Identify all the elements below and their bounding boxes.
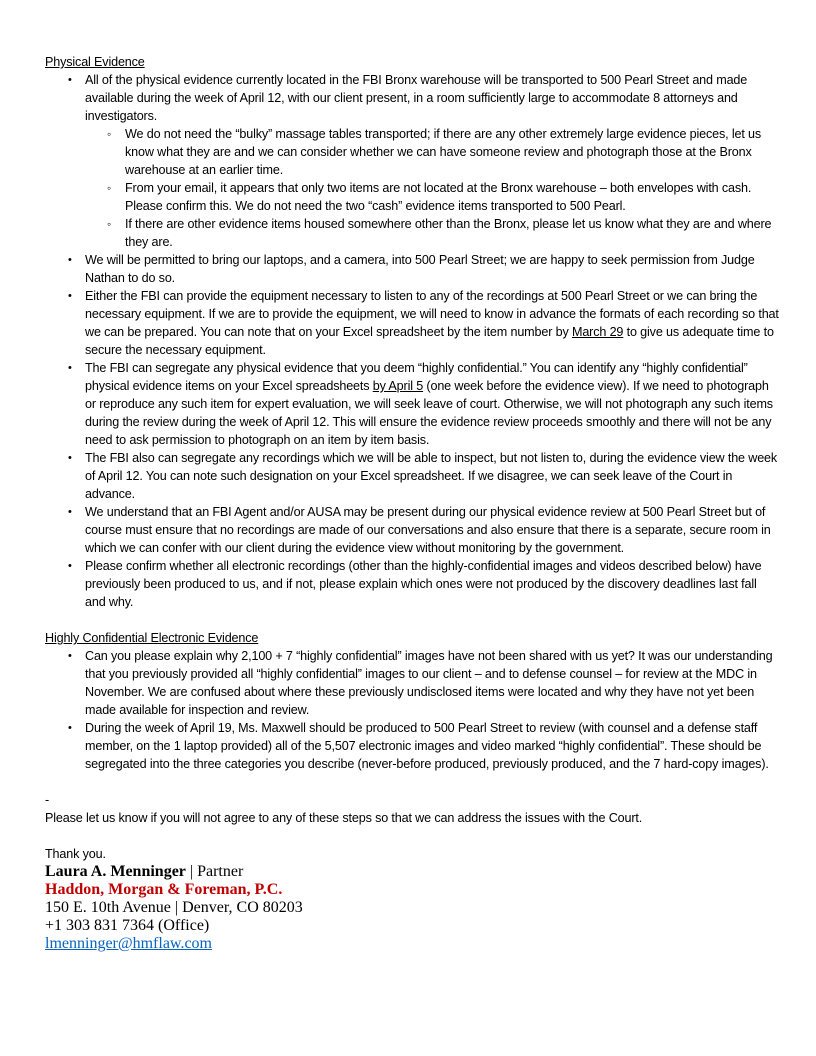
deadline-date: by April 5 xyxy=(372,379,424,393)
list-item: • All of the physical evidence currently located in the FBI Bronx warehouse will be transported to 500 Pearl Street and made available during the week of April 12, with our client present, in a room sufficiently large to accommodate 8 attorneys and investigators. ◦ We do not need the “bulky” massage tables transported; if there are any other extremely large evidence pieces, let us know what they are and we can consider whether we can have someone review and photograph those at the Bronx warehouse at an earlier time. ◦ From your email, it appears that only two items are not located at the Bronx warehouse – both envelopes with cash. Please confirm this. We do not need the two “cash” evidence items transported to 500 Pearl. ◦ If there are other evidence items housed somewhere other than the Bronx, please let us know what they are and where they are. xyxy=(45,71,780,251)
physical-evidence-list xyxy=(45,71,780,611)
signature-name-line: Laura A. Menninger | Partner xyxy=(45,863,244,880)
signer-title: Partner xyxy=(197,863,244,880)
list-item: • Can you please explain why 2,100 + 7 “highly confidential” images have not been shared with us yet? It was our understanding that you previously provided all “highly confidential” images to our client – and to defense counsel – for review at the MDC in November. We are confused about where these previously undisclosed items were located and why they have not yet been made available for inspection and review. xyxy=(45,647,780,719)
list-item: • The FBI can segregate any physical evidence that you deem “highly confidential.” You can identify any “highly confidential” physical evidence items on your Excel spreadsheets by April 5 (one week before the evidence view). If we need to photograph or reproduce any such item for expert evaluation, we will seek leave of court. Otherwise, we will not photograph any such items during the review during the week of April 12. This will ensure the evidence review proceeds smoothly and there will not be any need to ask permission to photograph on an item by item basis. xyxy=(45,359,780,449)
closing-request: Please let us know if you will not agree to any of these steps so that we can address the issues with the Court. xyxy=(45,811,643,825)
list-item: • Please confirm whether all electronic recordings (other than the highly-confidential images and videos described below) have previously been produced to us, and if not, please explain which ones were not produced by the discovery deadlines last fall and why. xyxy=(45,557,780,611)
list-item: • We will be permitted to bring our laptops, and a camera, into 500 Pearl Street; we are happy to seek permission from Judge Nathan to do so. xyxy=(45,251,780,287)
sub-list-item: ◦ We do not need the “bulky” massage tables transported; if there are any other extremely large evidence pieces, let us know what they are and we can consider whether we can have someone review and photograph those at the Bronx warehouse at an earlier time. xyxy=(85,125,780,179)
sub-list-item: ◦ From your email, it appears that only two items are not located at the Bronx warehouse – both envelopes with cash. Please confirm this. We do not need the two “cash” evidence items transported to 500 Pearl. xyxy=(85,179,780,215)
list-item: • The FBI also can segregate any recordings which we will be able to inspect, but not listen to, during the evidence view the week of April 12. You can note such designation on your Excel spreadsheet. If we disagree, we can seek leave of the Court in advance. xyxy=(45,449,780,503)
spacer xyxy=(45,611,780,629)
highly-confidential-list xyxy=(45,647,780,773)
firm-name: Haddon, Morgan & Foreman, P.C. xyxy=(45,881,283,898)
firm-address: 150 E. 10th Avenue | Denver, CO 80203 xyxy=(45,899,303,916)
section-heading-highly-confidential: Highly Confidential Electronic Evidence xyxy=(45,631,259,645)
email-link[interactable]: lmenninger@hmflaw.com xyxy=(45,935,212,952)
signer-name: Laura A. Menninger xyxy=(45,863,186,880)
list-item: • We understand that an FBI Agent and/or AUSA may be present during our physical evidence review at 500 Pearl Street but of course must ensure that no recordings are made of our conversations and also ensure that there is a separate, secure room in which we can confer with our client during the evidence view without monitoring by the government. xyxy=(45,503,780,557)
spacer xyxy=(45,773,780,791)
spacer xyxy=(45,827,780,845)
phone-number: +1 303 831 7364 (Office) xyxy=(45,917,210,934)
sub-list-item: ◦ If there are other evidence items housed somewhere other than the Bronx, please let us know what they are and where they are. xyxy=(85,215,780,251)
deadline-date: March 29 xyxy=(571,325,624,339)
list-item: • Either the FBI can provide the equipment necessary to listen to any of the recordings at 500 Pearl Street or we can bring the necessary equipment. If we are to provide the equipment, we will need to know in advance the formats of each recording so that we can be prepared. You can note that on your Excel spreadsheet by the item number by March 29 to give us adequate time to secure the necessary equipment. xyxy=(45,287,780,359)
list-item: • During the week of April 19, Ms. Maxwell should be produced to 500 Pearl Street to review (with counsel and a defense staff member, on the 1 laptop provided) all of the 5,507 electronic images and video marked “highly confidential”. These should be segregated into the three categories you describe (never-before produced, previously produced, and the 7 hard-copy images). xyxy=(45,719,780,773)
signature-block xyxy=(45,863,780,953)
email-body xyxy=(45,53,780,953)
section-heading-physical-evidence: Physical Evidence xyxy=(45,55,145,69)
thanks: Thank you. xyxy=(45,847,106,861)
stray-mark: - xyxy=(45,793,50,807)
sub-list xyxy=(85,125,780,251)
